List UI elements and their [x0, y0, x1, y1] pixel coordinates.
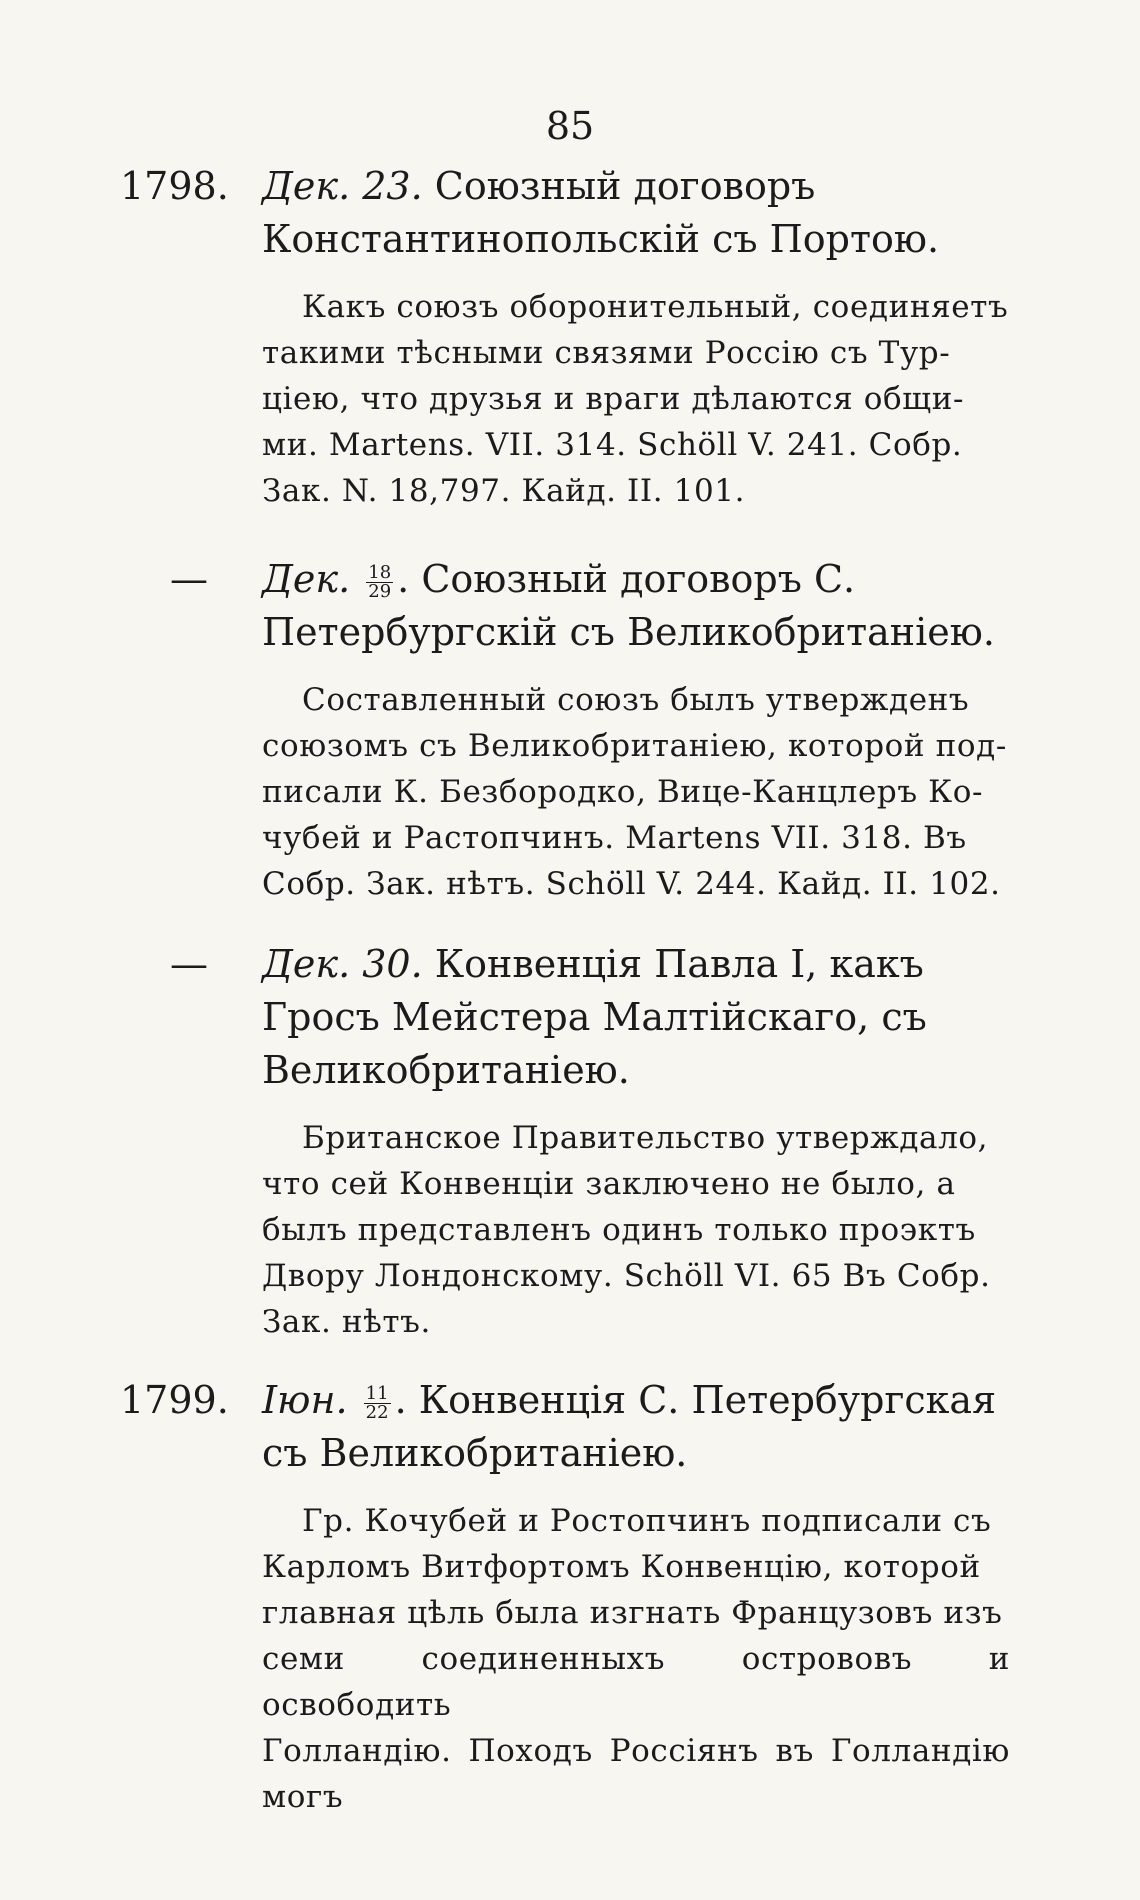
page-number: 85 — [545, 104, 595, 148]
entry-heading — [130, 938, 1010, 1097]
entry-date: Дек. 23. — [262, 164, 423, 208]
body-line: писали К. Безбородко, Вице-Канцлеръ Ко- — [262, 774, 984, 810]
body-line: Зак. N. 18,797. Кайд. II. 101. — [262, 473, 746, 509]
entry-body — [130, 677, 1010, 907]
entry-body — [130, 1115, 1010, 1345]
entry-body — [130, 284, 1010, 514]
body-line: ми. Martens. VII. 314. Schöll V. 241. Собр. — [262, 427, 963, 463]
entry-date: Дек. — [262, 557, 351, 601]
entry-title: Конвенція Павла I, какъ Гросъ Мейстера Малтійскаго, съ Великобританіею. — [262, 942, 927, 1092]
fraction-denominator: 29 — [368, 581, 392, 602]
entry-heading: — Дек. $\frac{18}{29}$ . Союзный договоръ С. Петербургскій съ Великобританіею. — [130, 553, 1010, 659]
entry-title: Конвенція С. Петербургская съ Великобританіею. — [262, 1378, 997, 1475]
body-line: Британское Правительство утверждало, — [302, 1120, 989, 1156]
body-line: Гр. Кочубей и Ростопчинъ подписали съ — [302, 1503, 992, 1539]
body-line: Какъ союзъ оборонительный, соединяетъ — [302, 289, 1009, 325]
body-line: главная цѣль была изгнать Французовъ изъ — [262, 1595, 1003, 1631]
entry-dash: — — [170, 557, 208, 601]
entry-title: Союзный договоръ Константинопольскій съ Портою. — [262, 164, 940, 261]
entry-year: 1798. — [120, 164, 229, 208]
treaty-entry — [120, 1374, 1010, 1820]
body-line: Голландію. Походъ Россіянъ въ Голландію могъ — [262, 1733, 1010, 1815]
entry-year: 1799. — [120, 1378, 229, 1422]
entry-body — [130, 1498, 1010, 1820]
fraction-numerator: 18 — [368, 562, 392, 583]
treaty-entry — [130, 553, 1010, 907]
entry-date: Дек. 30. — [262, 942, 423, 986]
body-line: такими тѣсными связями Россію съ Тур- — [262, 335, 951, 371]
entry-heading — [120, 160, 1010, 266]
body-line: семи соединенныхъ острововъ и освободить — [262, 1641, 1010, 1723]
body-line: Двору Лондонскому. Schöll VI. 65 Въ Собр. — [262, 1258, 991, 1294]
entry-heading: 1799. Іюн. $\frac{11}{22}$ . Конвенція С. Петербургская съ Великобританіею. — [130, 1374, 1010, 1480]
date-fraction — [366, 564, 393, 601]
treaty-entry — [130, 938, 1010, 1345]
entry-date: Іюн. — [262, 1378, 348, 1422]
fraction-numerator: 11 — [365, 1383, 389, 1404]
body-line: Карломъ Витфортомъ Конвенцію, которой — [262, 1549, 981, 1585]
treaty-entry — [120, 160, 1010, 514]
body-line: союзомъ съ Великобританіею, которой под- — [262, 728, 1007, 764]
body-line: ціею, что друзья и враги дѣлаются общи- — [262, 381, 965, 417]
entry-dash: — — [170, 942, 208, 986]
entry-title: Союзный договоръ С. Петербургскій съ Великобританіею. — [262, 557, 995, 654]
body-line: Собр. Зак. нѣтъ. Schöll V. 244. Кайд. II. 102. — [262, 866, 1001, 902]
body-line: что сей Конвенціи заключено не было, а — [262, 1166, 956, 1202]
body-line: Составленный союзъ былъ утвержденъ — [302, 682, 970, 718]
fraction-denominator: 22 — [365, 1402, 389, 1423]
body-line: чубей и Растопчинъ. Martens VII. 318. Въ — [262, 820, 967, 856]
body-line: Зак. нѣтъ. — [262, 1304, 431, 1340]
date-fraction — [364, 1385, 391, 1422]
body-line: былъ представленъ одинъ только проэктъ — [262, 1212, 976, 1248]
